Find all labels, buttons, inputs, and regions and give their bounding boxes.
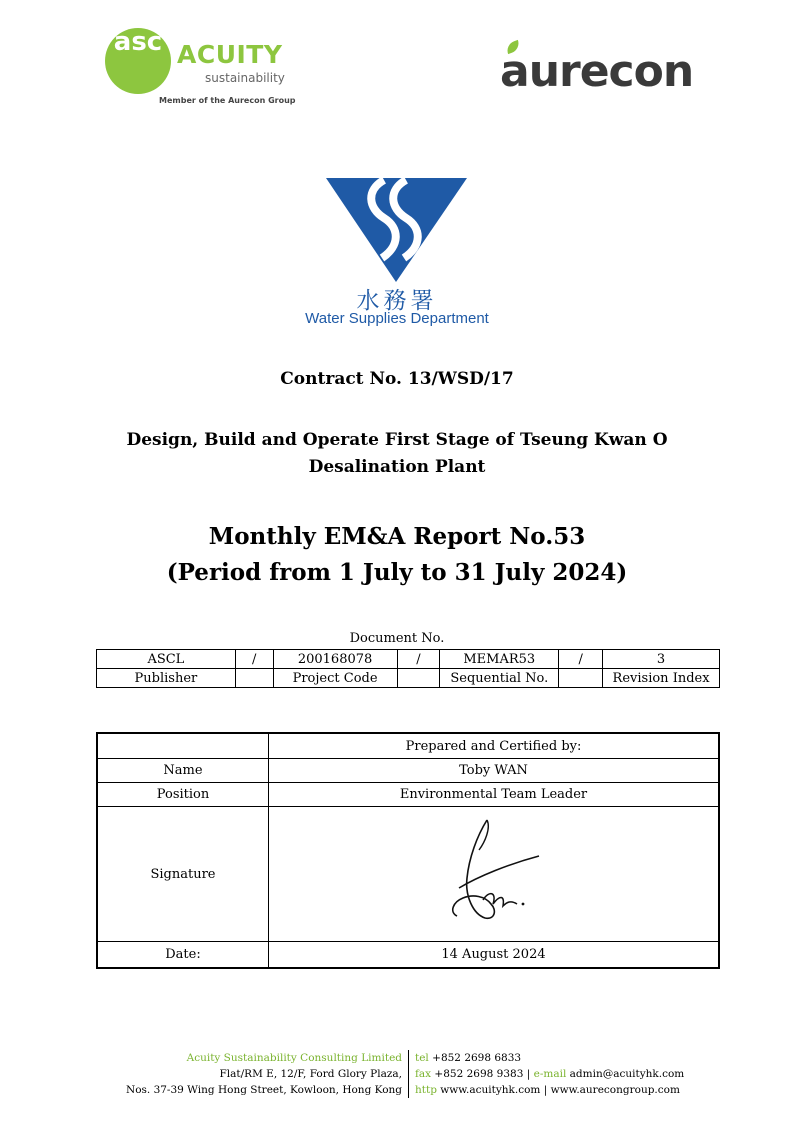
cert-label-position: Position (97, 783, 269, 807)
doc-revision-value: 3 (603, 650, 720, 669)
footer-address-line2: Nos. 37-39 Wing Hong Street, Kowloon, Hong Kong (126, 1084, 402, 1096)
cert-label-date: Date: (97, 942, 269, 969)
doc-sequential-caption: Sequential No. (440, 669, 559, 688)
footer-web-line (415, 1082, 735, 1098)
footer-separator: | (543, 1084, 548, 1096)
doc-project-code-caption: Project Code (273, 669, 397, 688)
report-title-line1: Monthly EM&A Report No.53 (208, 523, 586, 550)
footer-company: Acuity Sustainability Consulting Limited (186, 1052, 402, 1064)
footer-address-line1: Flat/RM E, 12/F, Ford Glory Plaza, (219, 1068, 402, 1080)
document-no-table (96, 649, 720, 688)
doc-sequential-value: MEMAR53 (440, 650, 559, 669)
report-title (0, 519, 794, 591)
cert-value-name: Toby WAN (269, 759, 720, 783)
acuity-glyph: asc (113, 27, 163, 57)
doc-separator: / (235, 650, 273, 669)
signature-image (439, 816, 549, 928)
footer-tel-label: tel (415, 1052, 429, 1064)
doc-publisher-caption: Publisher (97, 669, 236, 688)
report-title-line2: (Period from 1 July to 31 July 2024) (166, 559, 628, 586)
cert-value-date: 14 August 2024 (269, 942, 720, 969)
acuity-logo (105, 28, 305, 110)
doc-empty-cell (397, 669, 440, 688)
wsd-chinese-name: 水務署 (356, 288, 438, 314)
footer-email-label: e-mail (533, 1068, 567, 1080)
doc-project-code-value: 200168078 (273, 650, 397, 669)
project-title: Design, Build and Operate First Stage of Tseung Kwan O Desalination Plant (126, 430, 668, 477)
cert-row-name (97, 759, 719, 783)
footer-fax-line (415, 1066, 735, 1082)
footer-tel: +852 2698 6833 (432, 1052, 522, 1064)
aurecon-logo (500, 38, 715, 96)
cert-value-signature (269, 807, 720, 942)
footer-web-link-aurecon[interactable]: www.aurecongroup.com (550, 1084, 680, 1096)
footer-fax-label: fax (415, 1068, 432, 1080)
cert-row-position (97, 783, 719, 807)
doc-empty-cell (235, 669, 273, 688)
wsd-emblem-icon (326, 178, 467, 282)
footer-tel-line (415, 1050, 735, 1066)
footer-http-label: http (415, 1084, 437, 1096)
cert-label-signature: Signature (97, 807, 269, 942)
doc-separator: / (559, 650, 603, 669)
cert-row-date (97, 942, 719, 969)
acuity-name: ACUITY (177, 40, 283, 69)
footer-web-link-acuity[interactable]: www.acuityhk.com (440, 1084, 541, 1096)
wsd-english-name: Water Supplies Department (305, 310, 489, 327)
cert-empty-cell (97, 733, 269, 759)
footer-divider (408, 1050, 409, 1098)
cert-header: Prepared and Certified by: (269, 733, 720, 759)
acuity-member-text: Member of the Aurecon Group (159, 96, 296, 105)
footer-fax: +852 2698 9383 (434, 1068, 524, 1080)
document-no-label: Document No. (349, 631, 445, 646)
aurecon-name: aurecon (500, 46, 694, 97)
doc-publisher-value: ASCL (97, 650, 236, 669)
cert-header-row (97, 733, 719, 759)
footer-separator: | (526, 1068, 531, 1080)
footer-email-link[interactable]: admin@acuityhk.com (569, 1068, 685, 1080)
acuity-subtitle: sustainability (205, 71, 285, 85)
cert-row-signature (97, 807, 719, 942)
certification-table (96, 732, 720, 969)
cert-label-name: Name (97, 759, 269, 783)
doc-empty-cell (559, 669, 603, 688)
doc-separator: / (397, 650, 440, 669)
footer-address (120, 1050, 402, 1098)
doc-revision-caption: Revision Index (603, 669, 720, 688)
footer-contact (415, 1050, 735, 1098)
document-no-captions-row (97, 669, 720, 688)
cert-value-position: Environmental Team Leader (269, 783, 720, 807)
contract-number: Contract No. 13/WSD/17 (280, 369, 514, 389)
document-no-values-row (97, 650, 720, 669)
